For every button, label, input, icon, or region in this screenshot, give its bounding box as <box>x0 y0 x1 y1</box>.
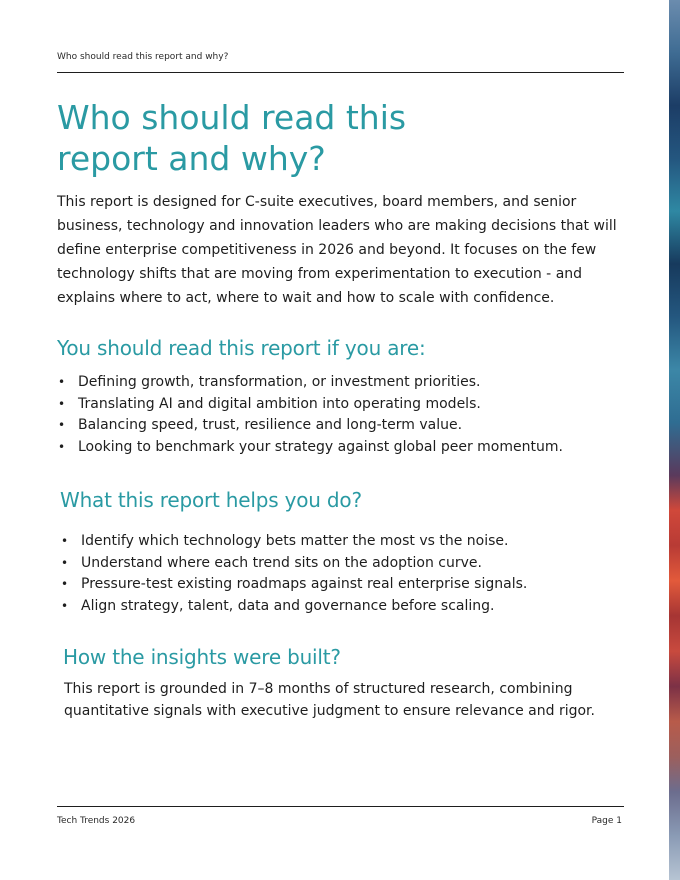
bullet-icon: • <box>61 577 69 592</box>
bullet-icon: • <box>61 534 69 548</box>
list-item-text: Looking to benchmark your strategy against global peer momentum. <box>78 438 563 455</box>
list-item <box>57 437 563 459</box>
list-item <box>60 574 527 596</box>
section-heading-benefits: What this report helps you do? <box>60 488 362 512</box>
footer-divider <box>57 806 624 807</box>
bullet-icon: • <box>58 439 66 454</box>
benefits-list <box>60 531 527 617</box>
page-title: Who should read this report and why? <box>57 98 407 178</box>
bullet-icon: • <box>58 418 66 433</box>
footer-publication-title: Tech Trends 2026 <box>57 816 136 826</box>
list-item-text: Defining growth, transformation, or investment priorities. <box>78 374 481 390</box>
section-heading-audience: You should read this report if you are: <box>57 336 426 360</box>
list-item-text: Understand where each trend sits on the adoption curve. <box>81 554 482 571</box>
bullet-icon: • <box>61 555 69 570</box>
list-item <box>57 415 563 437</box>
list-item <box>60 553 527 575</box>
methodology-paragraph: This report is grounded in 7–8 months of structured research, combining quantitative signals with executive judgment to ensure relevance and rigor. <box>64 681 595 719</box>
bullet-icon: • <box>58 396 66 411</box>
list-item-text: Translating AI and digital ambition into operating models. <box>78 395 481 412</box>
list-item-text: Identify which technology bets matter the most vs the noise. <box>81 533 509 549</box>
decorative-gradient-strip <box>669 0 680 880</box>
list-item <box>57 372 563 394</box>
header-divider <box>57 72 624 73</box>
intro-paragraph: This report is designed for C-suite executives, board members, and senior business, technology and innovation leaders who are making decisions that will define enterprise competitiveness in 2026 and beyond. It focuses on the few technology shifts that are moving from experimentation to execution - and explains where to act, where to wait and how to scale with confidence. <box>57 194 617 306</box>
bullet-icon: • <box>61 598 69 613</box>
list-item-text: Pressure-test existing roadmaps against real enterprise signals. <box>81 576 528 593</box>
list-item <box>57 394 563 416</box>
page-number: Page 1 <box>591 816 622 826</box>
running-header: Who should read this report and why? <box>57 52 229 62</box>
list-item <box>60 531 527 553</box>
audience-list <box>57 372 563 458</box>
section-heading-methodology: How the insights were built? <box>63 645 341 669</box>
list-item-text: Balancing speed, trust, resilience and long-term value. <box>78 417 463 434</box>
list-item-text: Align strategy, talent, data and governance before scaling. <box>81 597 495 614</box>
list-item <box>60 596 527 618</box>
bullet-icon: • <box>58 375 66 389</box>
